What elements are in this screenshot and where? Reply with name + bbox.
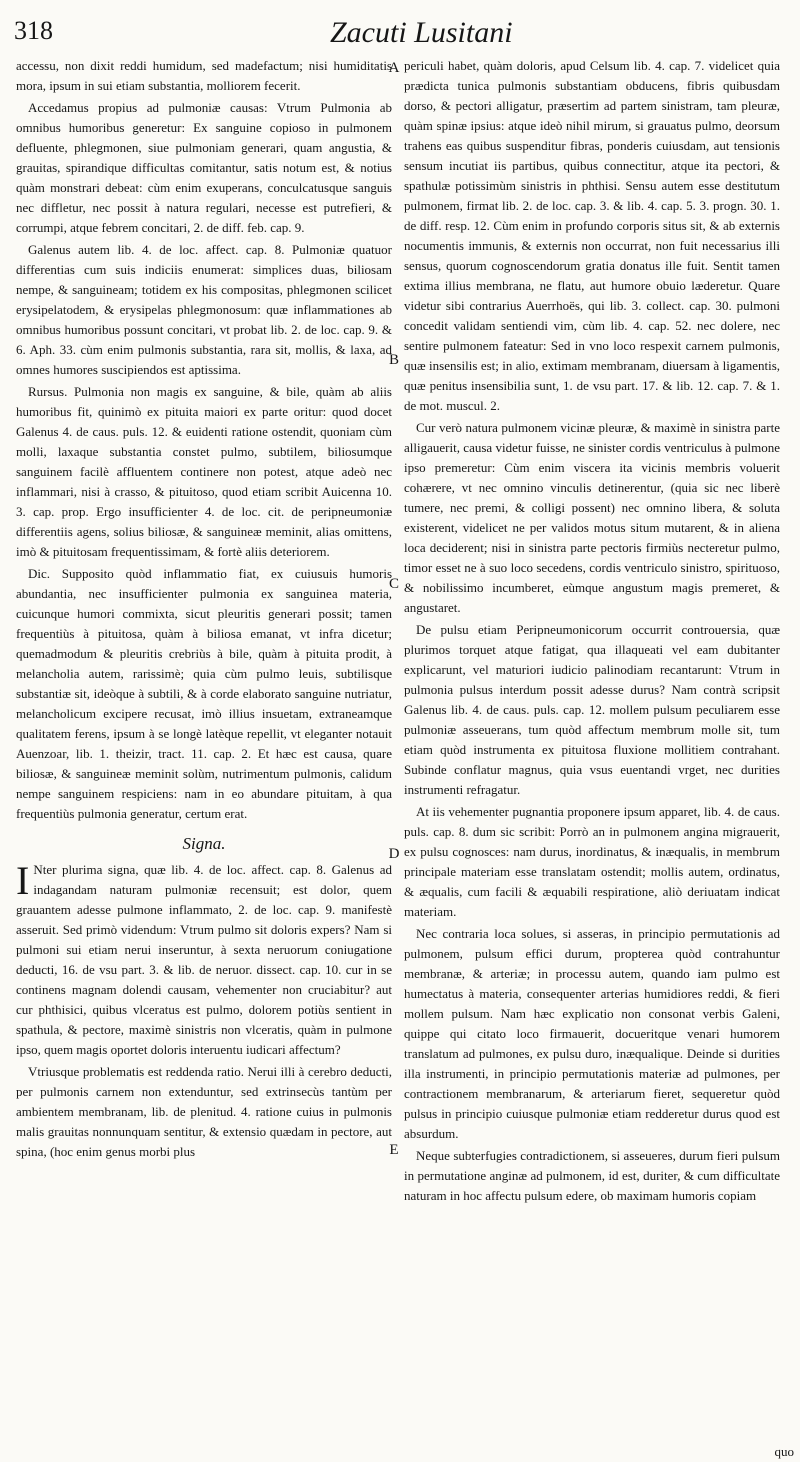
margin-letter-b: B bbox=[388, 352, 399, 368]
margin-letter-a: A bbox=[388, 60, 400, 76]
section-heading-signa: Signa. bbox=[182, 834, 226, 853]
left-paragraph-7: Vtriusque problematis est reddenda ratio. Nerui illi à cerebro deducti, per pulmonis carnem non extenduntur, sed extrinsecùs tantùm per ambientem membranam, lib. de plenitud. 4. ratione cuius in pulmonis malis grauitas nonnunquam sentitur, & extensio quædam in pectore, aut spina, (hoc enim genus morbi plus bbox=[16, 1064, 392, 1159]
right-paragraph-5: Nec contraria loca solues, si asseras, in principio permutationis ad pulmonem, pulsum effici durum, propterea quòd contrahuntur membranæ, & arteriæ; in processu autem, quando iam pulmo est humectatus à materia, consequenter arterias humidiores reddi, & fieri mollem pulsum. Nam hæc explicatio non consonat verbis Galeni, quippe qui citato loco firmauerit, docueritque venari humorem translatum ad pulmones, ex pulsu duro, inæqualique. Deinde si durities illa instrumenti, in principio permutationis materiæ ad pulmones, per contractionem membranarum, & arteriarum fieret, sequeretur quòd pulsus in principio cuiusque pulmoniæ etiam redderetur durus quod est absurdum. bbox=[404, 926, 780, 1141]
catchword: quo bbox=[774, 1444, 794, 1459]
margin-letter-c: C bbox=[388, 576, 399, 592]
page-header bbox=[0, 14, 800, 54]
left-column bbox=[16, 56, 392, 1164]
drop-cap: I bbox=[16, 858, 30, 903]
right-paragraph-3: De pulsu etiam Peripneumonicorum occurrit controuersia, quæ plurimos torquet atque fatigat, qua illaqueati vel eam dubitanter explicarunt, vel maturiori iudicio palinodiam recantarunt: Vtrum in pulmonia pulsus interdum possit adesse durus? Nam contrà scripsit Galenus lib. 4. de caus. puls. cap. 12. mollem pulsum peculiarem esse pulmoniæ asseuerans, tum quòd affectum membrum molle sit, tum etiam quòd instrumenta ex pituitosa fluxione mollitiem contrahant. Subinde conflatur magnus, quia vsus euentandi vrget, nec durities instrumenti refragatur. bbox=[404, 622, 780, 797]
right-paragraph-2: Cur verò natura pulmonem vicinæ pleuræ, & maximè in sinistra parte alligauerit, causa videtur fuisse, ne sinister cordis ventriculus à pulmone ipso premeretur: Cùm enim viscera ita vicinis membris voluerit cohærere, vt nec omnino vinculis detinerentur, (quia sic nec liberè tumere, nec premi, & colligi possent) nec omnino libera, & soluta existerent, videlicet ne per validos motus situm mutarent, & in aliena loca deciderent; nisi in sinistra parte pectoris firmiùs necteretur pulmo, timor esset ne à suo loco secedens, cordis ventriculo sinistro, spirituoso, & nobilissimo incumberet, eùmque angustum magis premeret, & angustaret. bbox=[404, 420, 780, 615]
left-paragraph-6-text: Nter plurima signa, quæ lib. 4. de loc. affect. cap. 8. Galenus ad indagandam naturam pulmoniæ recensuit; est dolor, quem grauantem adesse pulmone inflammato, 2. de loc. cap. 9. manifestè asseruit. Sed primò videndum: Vtrum pulmo sit doloris expers? Nam si pulmoni sui etiam nerui inseruntur, à sexta neruorum coniugatione deducti, 16. de vsu part. 3. & lib. de neruor. dissect. cap. 10. cur in se continens magnam dolendi causam, vehementer non cruciabitur? aut cur phthisici, quibus vlceratus est pulmo, dolorem potiùs sentient in spathula, & pectore, maximè sinistris non vlceratis, quàm in pulmone ipso, quem magis oportet doloris interuentu iudicari affectum? bbox=[16, 862, 392, 1057]
page-number: 318 bbox=[14, 16, 53, 45]
left-paragraph-3: Galenus autem lib. 4. de loc. affect. cap. 8. Pulmoniæ quatuor differentias cum suis indiciis enumerat: simplices duas, biliosam nempe, & sanguineam; totidem ex his compositas, phlegmonen scilicet erysipelatodem, & erysipelas phlegmonosum: quæ inflammationes ab omnibus humoribus possunt concitari, vt probat lib. 2. de loc. cap. 9. & 6. Aph. 33. cùm enim pulmonis substantia, rara sit, mollis, & laxa, ad omnes humores suscipiendos est aptissima. bbox=[16, 242, 392, 377]
margin-letter-d: D bbox=[388, 846, 400, 862]
right-column bbox=[404, 56, 780, 1208]
right-paragraph-1: periculi habet, quàm doloris, apud Celsum lib. 4. cap. 7. videlicet quia prædicta tunica pulmonis substantiam obducens, fibris quibusdam dorso, & pectori alligatur, præsertim ad partem sinistram, tam pleuræ, quàm spinæ ipsius: atque ideò nihil mirum, si grauatus pulmo, deorsum trahens eas quibus suspenditur fibras, ponderis cuiusdam, aut tensionis sensum incutiat iis partibus, quibus connectitur, atque ita pectori, & spathulæ potissimùm sinistris in phthisi. Sensu autem esse destitutum pulmonem, firmat lib. 2. de loc. cap. 3. & lib. 4. cap. 5. 3. progn. 30. 1. de diff. resp. 12. Cùm enim in profundo corporis situs sit, & ab externis nocumentis immunis, & externis non occurrat, non fuit necessarius illi sensus, quorum cognoscendorum gratia donatus ille fuit. Sentit tamen extima illius membrana, ne flatu, aut humore obuio læderetur. Quare videtur sibi contrarius Auerrhoës, qui lib. 3. collect. cap. 30. pulmoni concedit validam sentiendi vim, cùm lib. 4. cap. 52. nec dolere, nec sentire pulmonem fateatur: Sed in vno loco respexit carnem pulmonis, quæ insensilis est; in alio, extimam membranam, diuersam à ligamentis, quæ penitus insensibilia sunt, 1. de vsu part. 17. & lib. 12. cap. 7. & 1. de mot. muscul. 2. bbox=[404, 58, 780, 413]
right-paragraph-6: Neque subterfugies contradictionem, si asseueres, durum fieri pulsum in permutatione anginæ ad pulmonem, id est, duriter, & cum difficultate naturam in hoc affectu pulsum edere, ob maximam humoris copiam bbox=[404, 1148, 780, 1203]
running-title: Zacuti Lusitani bbox=[330, 16, 513, 49]
left-paragraph-5: Dic. Supposito quòd inflammatio fiat, ex cuiusuis humoris abundantia, nec insufficienter pulmonia ex sanguinea materia, cuicunque humori commixta, sicut pleuritis generari possit; tamen frequentiùs à pituitosa, quàm à biliosa emanat, vt infra dicetur; quemadmodum & pleuritis crebriùs à bile, quàm à pituita prodit, à melancholia autem, rarissimè; quia cùm pulmo leuis, subtilisque substantiæ sit, ideòque à subtili, & à corde elaborato sanguine nutriatur, melancholicum excipere recusat, imò illius insuetam, extraneamque qualitatem ferens, ipsum à se longè latèque repellit, vt eleganter notauit Auenzoar, lib. 1. theizir, tract. 11. cap. 2. Et hæc est causa, quare biliosæ, & sanguineæ meminit solùm, nutrimentum pulmonis, calidum nempe sanguinem respiciens: nam in eo abundare pituitam, à qua frequentiùs pulmonia generatur, certum erat. bbox=[16, 566, 392, 821]
margin-letter-e: E bbox=[389, 1142, 399, 1158]
left-paragraph-2: Accedamus propius ad pulmoniæ causas: Vtrum Pulmonia ab omnibus humoribus generetur: Ex sanguine copioso in pulmonem defluente, phlegmonen, siue pulmoniam generari, quam angustia, & grauitas, spirandique difficultas comitantur, satis notum est, & notius quàm monstrari debeat: cùm enim exuperans, conculcatusque sanguis nec diffletur, nec possit à natura regulari, necesse est putrefieri, & corrumpi, atque febrem concitari, 2. de diff. feb. cap. 9. bbox=[16, 100, 392, 235]
left-paragraph-6 bbox=[16, 860, 392, 1060]
right-paragraph-4: At iis vehementer pugnantia proponere ipsum apparet, lib. 4. de caus. puls. cap. 8. dum sic scribit: Porrò an in pulmonem angina migrauerit, ex pulsu cognosces: nam durus, inordinatus, & inæqualis, in membrum principale materiam esse translatam ostendit; mollis autem, ordinatus, & æqualis, cum facili & æquabili respiratione, aliò deriuatam indicat materiam. bbox=[404, 804, 780, 919]
left-paragraph-1: accessu, non dixit reddi humidum, sed madefactum; nisi humiditatis mora, ipsum in sui etiam substantia, molliorem fecerit. bbox=[16, 58, 392, 93]
left-paragraph-4: Rursus. Pulmonia non magis ex sanguine, & bile, quàm ab aliis humoribus fit, quinimò ex pituita maiori ex parte oritur: quod docet Galenus 4. de caus. puls. 12. & euidenti ratione ostendit, quoniam cùm molli, laxaque substantia constet pulmo, subtilem, biliosumque sanguinem facilè affluentem continere non potest, atque adeò nec inflammari, nisi à crasso, & pituitoso, quod etiam scribit Auicenna 10. 3. cap. prop. Ergo insufficienter 4. de loc. cit. de peripneumoniæ differentiis agens, solius biliosæ, & sanguineæ meminit, alias omittens, imò & pituitosam frequentissimam, & fortè aliis deteriorem. bbox=[16, 384, 392, 559]
